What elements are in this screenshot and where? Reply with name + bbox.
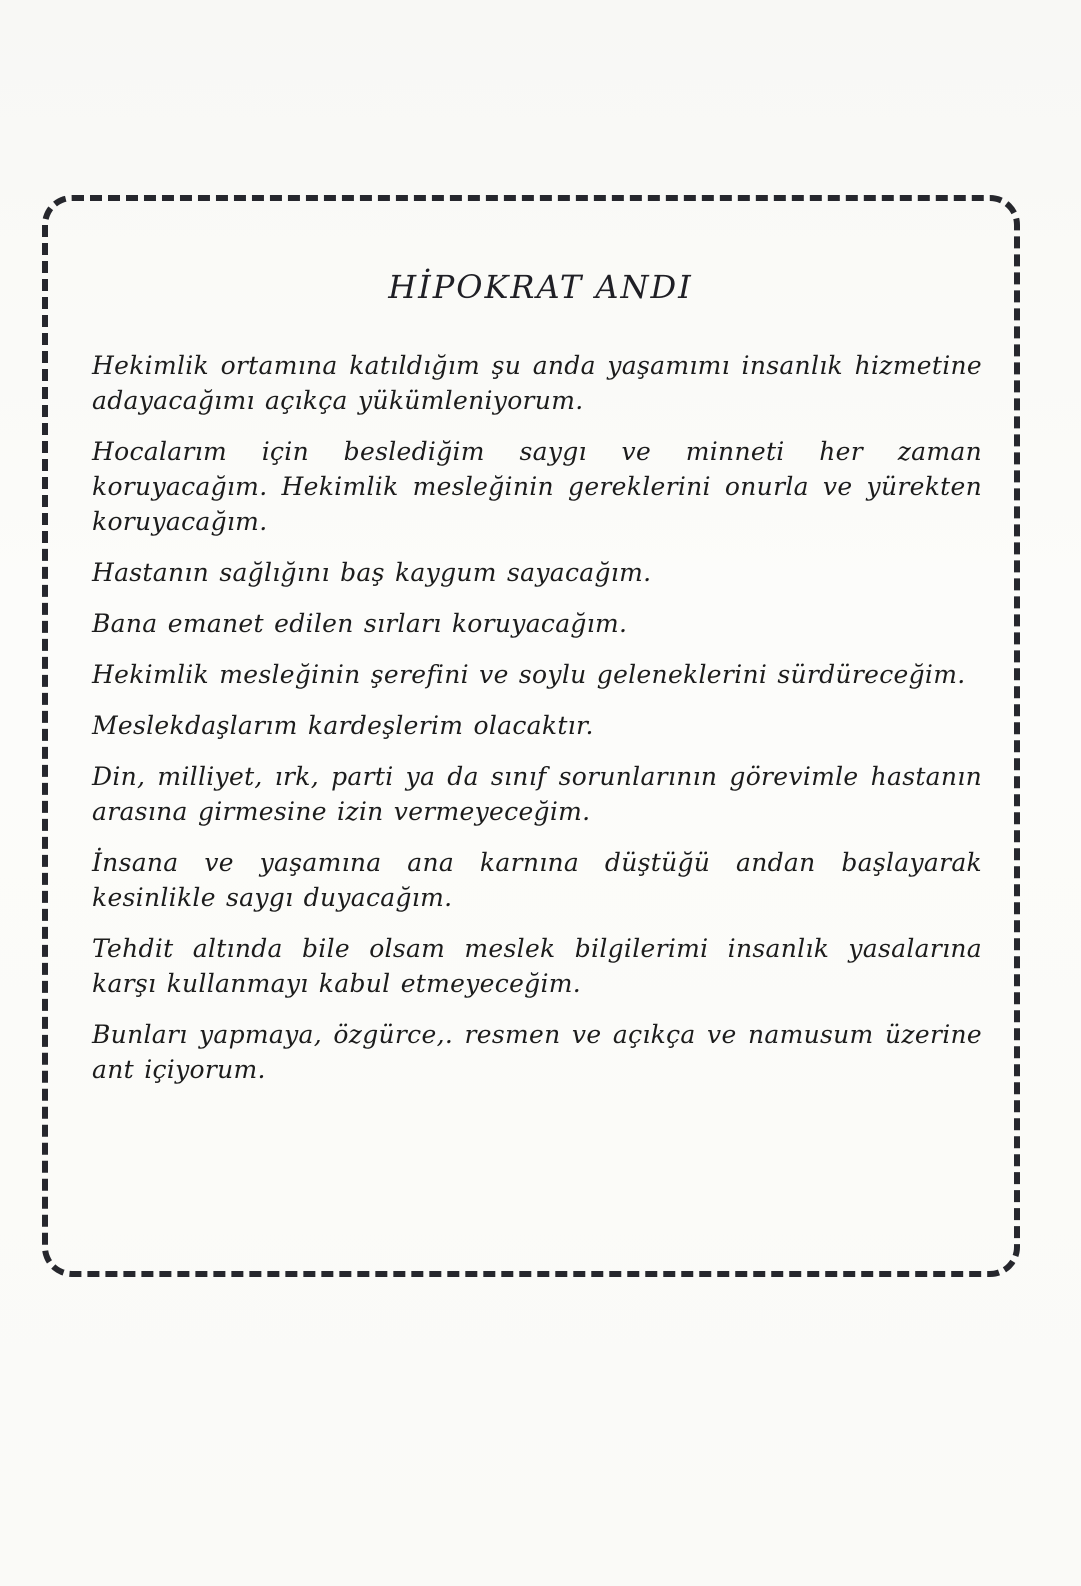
oath-paragraph-8: İnsana ve yaşamına ana karnına düştüğü andan başlayarak kesinlikle saygı duyacağım.: [92, 848, 982, 912]
oath-body: [92, 348, 982, 1103]
oath-paragraph-7: Din, milliyet, ırk, parti ya da sınıf sorunlarının görevimle hastanın arasına girmesine izin vermeyeceğim.: [92, 762, 982, 826]
document-title: HİPOKRAT ANDI: [388, 268, 693, 306]
oath-paragraph-10: Bunları yapmaya, özgürce,. resmen ve açıkça ve namusum üzerine ant içiyorum.: [92, 1020, 982, 1084]
oath-paragraph-6: Meslekdaşlarım kardeşlerim olacaktır.: [92, 711, 594, 740]
oath-paragraph-5: Hekimlik mesleğinin şerefini ve soylu geleneklerini sürdüreceğim.: [92, 660, 966, 689]
oath-paragraph-2: Hocalarım için beslediğim saygı ve minneti her zaman koruyacağım. Hekimlik mesleğinin gereklerini onurla ve yürekten koruyacağım.: [92, 437, 982, 536]
oath-paragraph-9: Tehdit altında bile olsam meslek bilgilerimi insanlık yasalarına karşı kullanmayı kabul etmeyeceğim.: [92, 934, 982, 998]
oath-paragraph-4: Bana emanet edilen sırları koruyacağım.: [92, 609, 628, 638]
oath-paragraph-1: Hekimlik ortamına katıldığım şu anda yaşamımı insanlık hizmetine adayacağımı açıkça yükümleniyorum.: [92, 351, 982, 415]
oath-paragraph-3: Hastanın sağlığını baş kaygum sayacağım.: [92, 558, 652, 587]
